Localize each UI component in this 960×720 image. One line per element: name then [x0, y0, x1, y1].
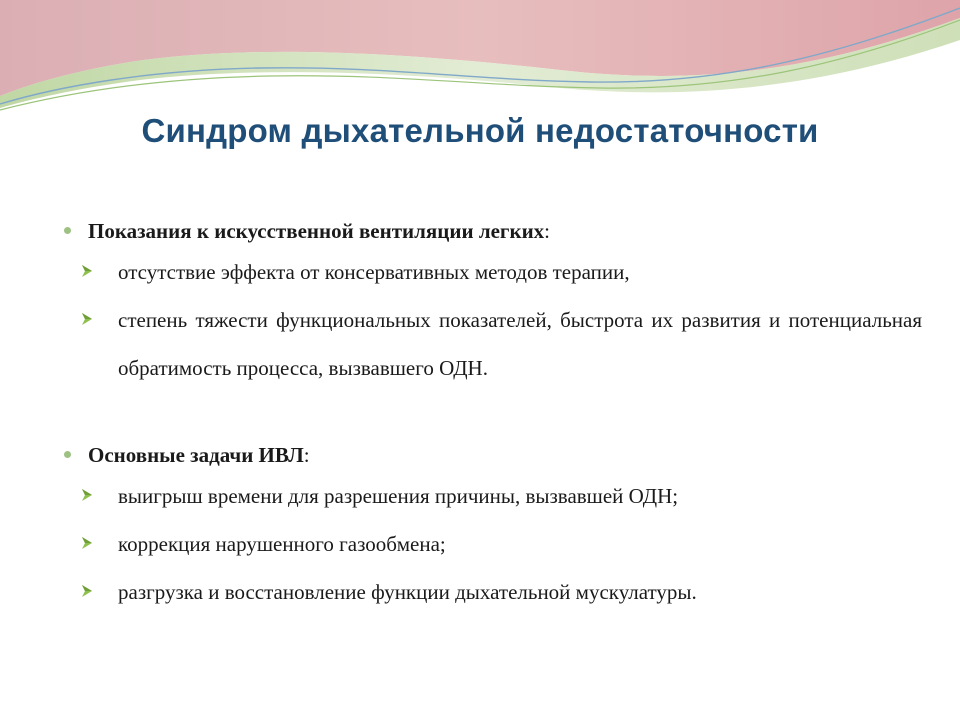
list-item: [60, 472, 922, 520]
section-heading-colon: :: [303, 443, 310, 467]
list-item: [60, 520, 922, 568]
slide-title: Синдром дыхательной недостаточности: [141, 112, 819, 149]
list-item-text: коррекция нарушенного газообмена;: [118, 532, 446, 556]
tasks-list: [60, 472, 922, 616]
slide-content: [60, 214, 922, 616]
arrow-bullet-icon: [80, 536, 94, 550]
list-item-text: разгрузка и восстановление функции дыхательной мускулатуры.: [118, 580, 697, 604]
section-spacer: [60, 392, 922, 438]
arrow-bullet-icon: [80, 312, 94, 326]
bullet-dot-icon: [64, 451, 71, 458]
wave-pink-band: [0, 0, 960, 96]
list-item: [60, 296, 922, 392]
bullet-dot-icon: [64, 227, 71, 234]
section-heading-text: Основные задачи ИВЛ: [88, 443, 304, 467]
list-item-text: выигрыш времени для разрешения причины, вызвавшей ОДН;: [118, 484, 679, 508]
list-item: [60, 568, 922, 616]
list-item-text: степень тяжести функциональных показателей, быстрота их развития и потенциальная обратимость процесса, вызвавшего ОДН.: [118, 308, 922, 380]
list-item: [60, 248, 922, 296]
section-ventilation-tasks: [60, 438, 922, 616]
section-heading-colon: :: [544, 219, 551, 243]
list-item-text: отсутствие эффекта от консервативных методов терапии,: [118, 260, 630, 284]
section-heading: [60, 214, 922, 248]
header-wave-decoration: [0, 0, 960, 120]
section-ventilation-indications: [60, 214, 922, 392]
arrow-bullet-icon: [80, 584, 94, 598]
section-heading: [60, 438, 922, 472]
indications-list: [60, 248, 922, 392]
section-heading-text: Показания к искусственной вентиляции легких: [88, 219, 545, 243]
arrow-bullet-icon: [80, 264, 94, 278]
arrow-bullet-icon: [80, 488, 94, 502]
